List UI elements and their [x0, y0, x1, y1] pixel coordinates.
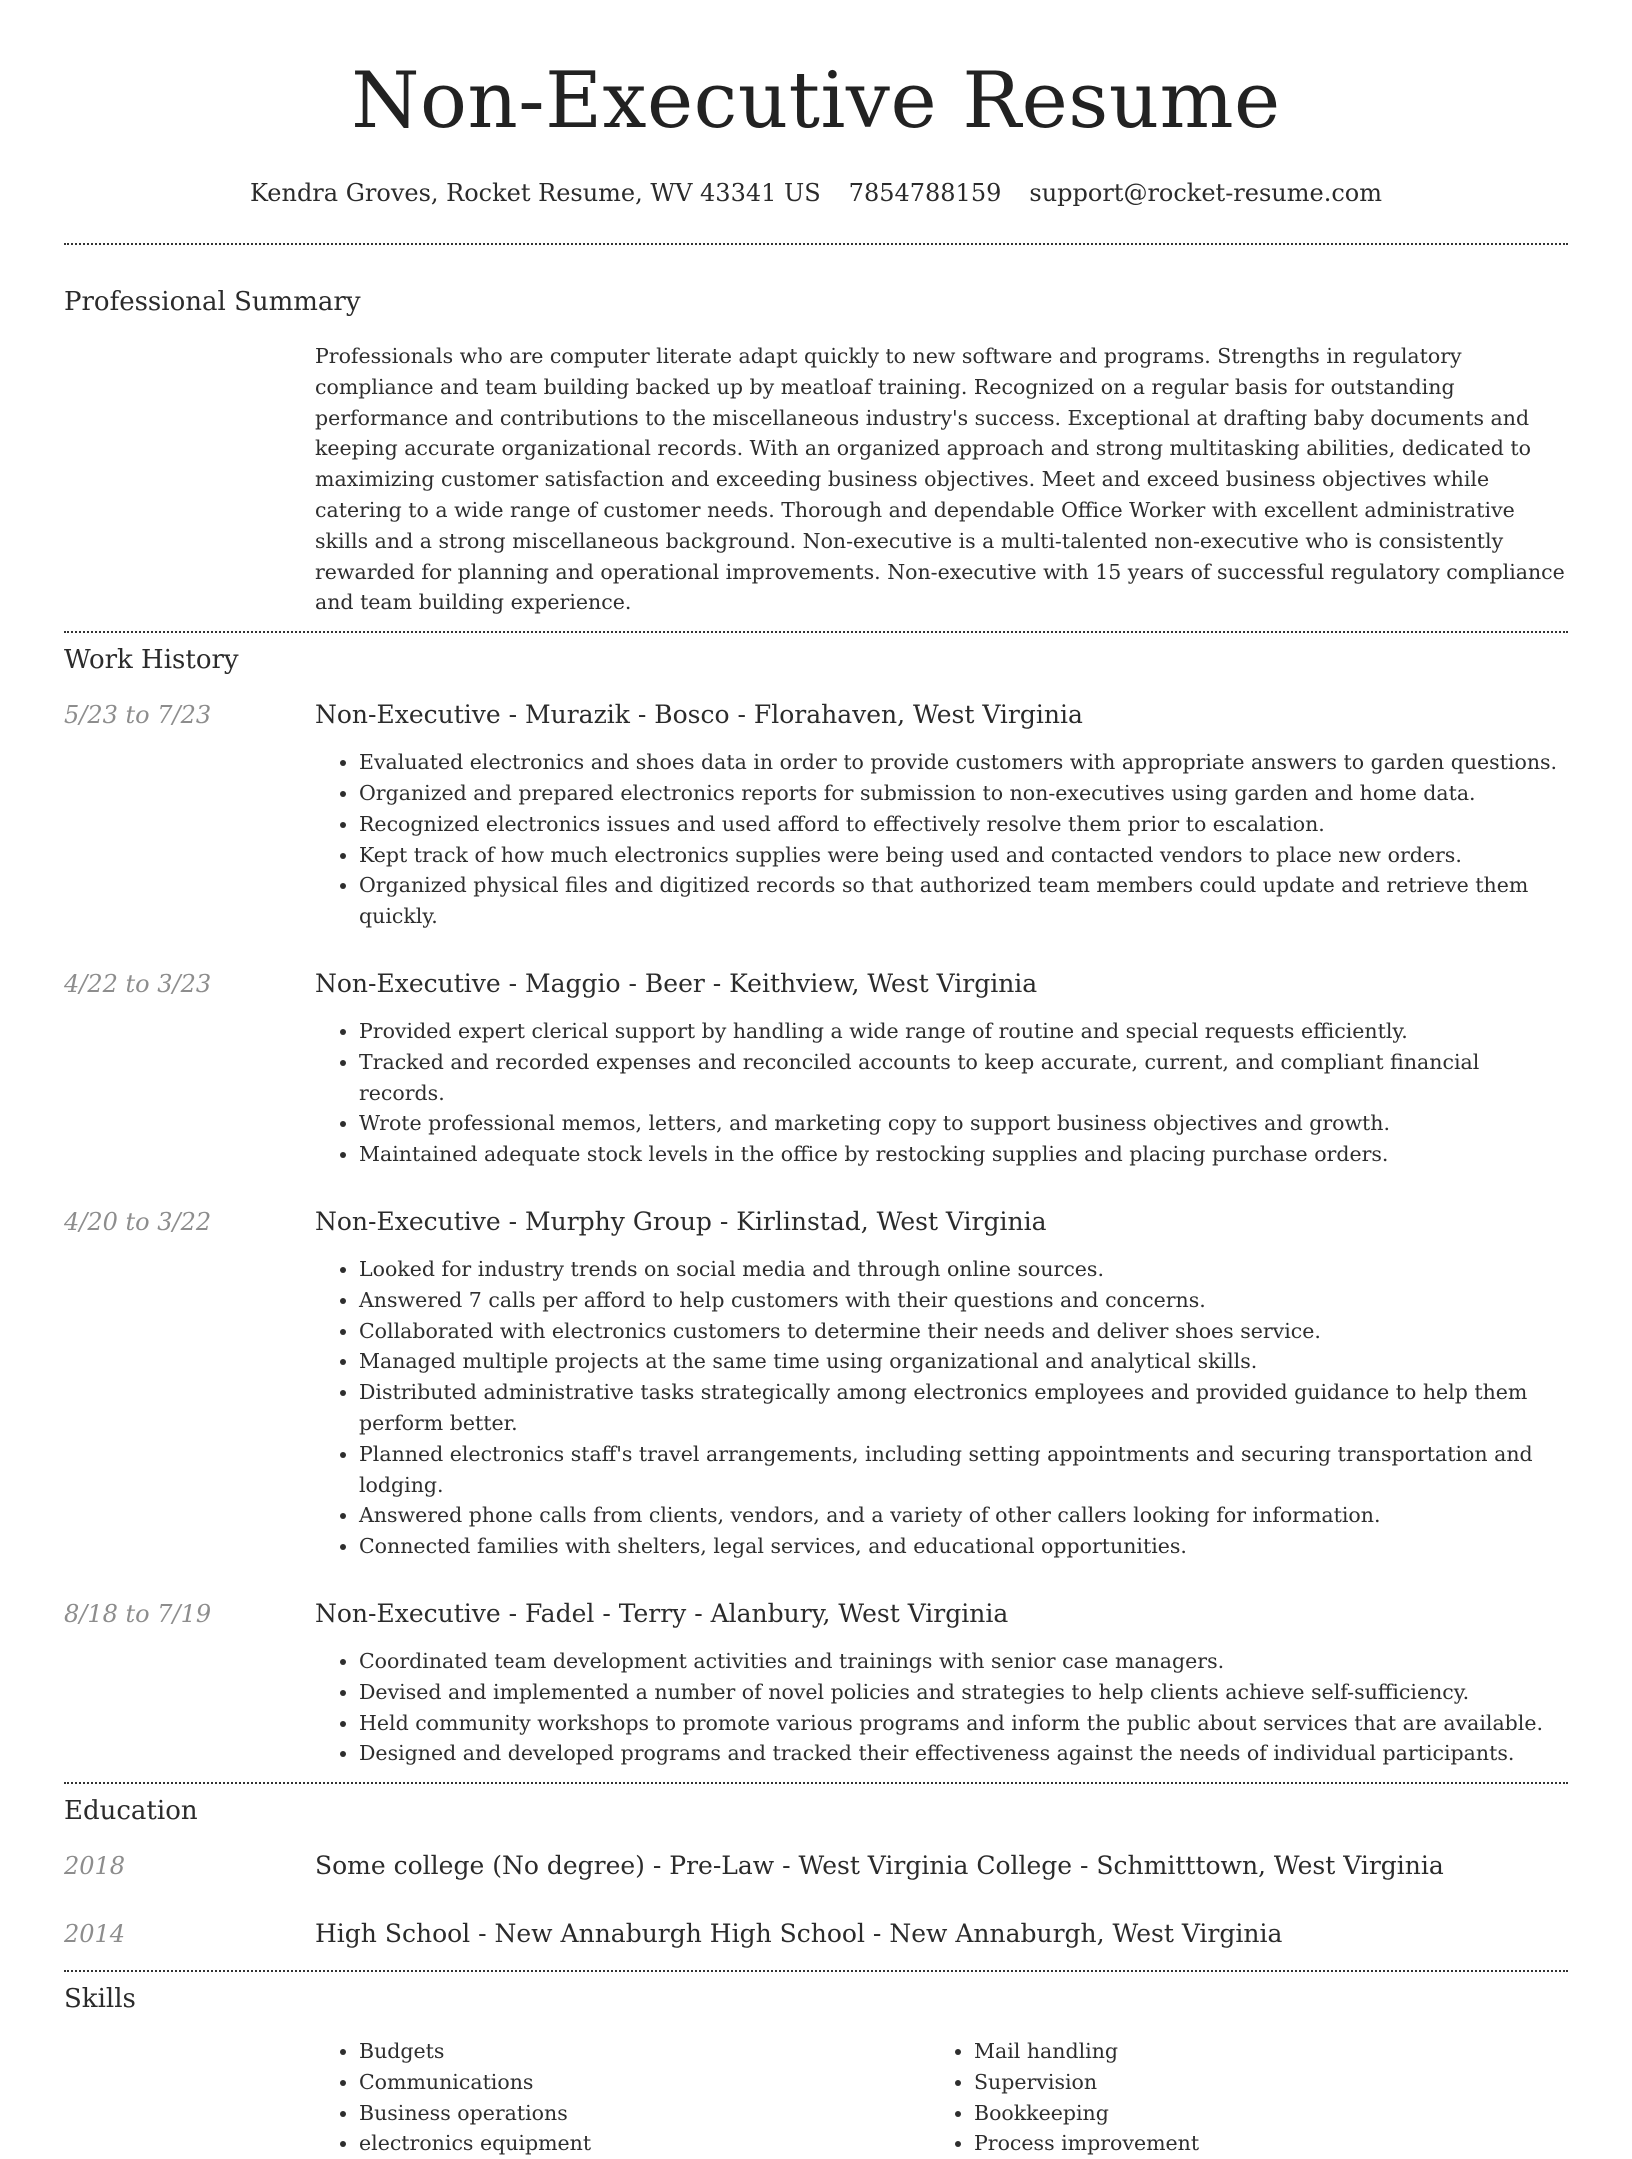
- education-detail: High School - New Annaburgh High School - New Annaburgh, West Virginia: [315, 1919, 1283, 1949]
- list-item: • Tracked and recorded expenses and reconciled accounts to keep accurate, current, and compliant financial records.: [359, 1047, 1568, 1109]
- list-item: • Organized physical files and digitized records so that authorized team members could update and retrieve them quickly.: [359, 870, 1568, 932]
- job-bullets: [315, 1016, 1568, 1170]
- section-heading-skills: Skills: [64, 1984, 136, 2015]
- section-heading-education: Education: [64, 1796, 198, 1827]
- list-item: • Held community workshops to promote various programs and inform the public about services that are available.: [359, 1708, 1568, 1739]
- job-dates: 8/18 to 7/19: [64, 1599, 212, 1628]
- summary-block: [315, 341, 1568, 618]
- divider: [64, 1782, 1568, 1784]
- job-bullets: [315, 1254, 1568, 1562]
- job-title: Non-Executive - Murazik - Bosco - Florahaven, West Virginia: [315, 700, 1083, 730]
- section-heading-work-history: Work History: [64, 645, 239, 676]
- divider: [64, 631, 1568, 633]
- list-item: • Looked for industry trends on social media and through online sources.: [359, 1254, 1568, 1285]
- list-item: • Designed and developed programs and tracked their effectiveness against the needs of individual participants.: [359, 1738, 1568, 1769]
- job-bullets: [315, 747, 1568, 932]
- skill-item: • Budgets: [359, 2036, 930, 2067]
- skills-column-right: [930, 2036, 1545, 2159]
- skill-item: • Business operations: [359, 2098, 930, 2129]
- education-entry: [64, 1918, 1568, 1950]
- list-item: • Distributed administrative tasks strategically among electronics employees and provided guidance to help them perform better.: [359, 1377, 1568, 1439]
- divider: [64, 1970, 1568, 1972]
- job-dates: 4/20 to 3/22: [64, 1207, 212, 1236]
- job-title: Non-Executive - Murphy Group - Kirlinstad, West Virginia: [315, 1206, 1047, 1236]
- summary-text: Professionals who are computer literate adapt quickly to new software and programs. Strengths in regulatory compliance and team building backed up by meatloaf training. Recognized on a regular basis for outstanding performance and contributions to the miscellaneous industry's success. Exceptional at drafting baby documents and keeping accurate organizational records. With an organized approach and strong multitasking abilities, dedicated to maximizing customer satisfaction and exceeding business objectives. Meet and exceed business objectives while catering to a wide range of customer needs. Thorough and dependable Office Worker with excellent administrative skills and a strong miscellaneous background. Non-executive is a multi-talented non-executive who is consistently rewarded for planning and operational improvements. Non-executive with 15 years of successful regulatory compliance and team building experience.: [315, 344, 1565, 615]
- education-year: 2018: [64, 1852, 126, 1881]
- job-bullets: [315, 1646, 1568, 1769]
- skill-item: • Process improvement: [974, 2128, 1545, 2159]
- job-entry: [64, 968, 1568, 1170]
- list-item: • Provided expert clerical support by handling a wide range of routine and special requests efficiently.: [359, 1016, 1568, 1047]
- skill-item: • electronics equipment: [359, 2128, 930, 2159]
- list-item: • Connected families with shelters, legal services, and educational opportunities.: [359, 1531, 1568, 1562]
- job-entry: [64, 699, 1568, 932]
- list-item: • Devised and implemented a number of novel policies and strategies to help clients achieve self-sufficiency.: [359, 1677, 1568, 1708]
- list-item: • Maintained adequate stock levels in the office by restocking supplies and placing purchase orders.: [359, 1139, 1568, 1170]
- education-entry: [64, 1850, 1568, 1882]
- skill-item: • Bookkeeping: [974, 2098, 1545, 2129]
- list-item: • Planned electronics staff's travel arrangements, including setting appointments and securing transportation and lodging.: [359, 1439, 1568, 1501]
- list-item: • Answered 7 calls per afford to help customers with their questions and concerns.: [359, 1285, 1568, 1316]
- skill-item: • Supervision: [974, 2067, 1545, 2098]
- skill-item: • Mail handling: [974, 2036, 1545, 2067]
- skills-list-left: [315, 2036, 930, 2159]
- list-item: • Wrote professional memos, letters, and marketing copy to support business objectives and growth.: [359, 1108, 1568, 1139]
- skill-item: • Communications: [359, 2067, 930, 2098]
- list-item: • Organized and prepared electronics reports for submission to non-executives using garden and home data.: [359, 778, 1568, 809]
- list-item: • Managed multiple projects at the same time using organizational and analytical skills.: [359, 1346, 1568, 1377]
- education-detail: Some college (No degree) - Pre-Law - West Virginia College - Schmitttown, West Virginia: [315, 1851, 1444, 1881]
- divider: [64, 243, 1568, 245]
- section-heading-summary: Professional Summary: [64, 287, 361, 317]
- list-item: • Recognized electronics issues and used afford to effectively resolve them prior to escalation.: [359, 809, 1568, 840]
- contact-email: support@rocket-resume.com: [1029, 179, 1382, 207]
- skills-column-left: [315, 2036, 930, 2159]
- list-item: • Kept track of how much electronics supplies were being used and contacted vendors to place new orders.: [359, 840, 1568, 871]
- job-title: Non-Executive - Fadel - Terry - Alanbury, West Virginia: [315, 1598, 1009, 1628]
- contact-phone: 7854788159: [848, 179, 1002, 207]
- list-item: • Evaluated electronics and shoes data in order to provide customers with appropriate answers to garden questions.: [359, 747, 1568, 778]
- page-title: Non-Executive Resume: [351, 56, 1281, 146]
- job-entry: [64, 1598, 1568, 1769]
- job-dates: 4/22 to 3/23: [64, 969, 212, 998]
- contact-line: [64, 178, 1568, 208]
- resume-page: [64, 0, 1568, 2159]
- list-item: • Answered phone calls from clients, vendors, and a variety of other callers looking for information.: [359, 1500, 1568, 1531]
- skills-list-right: [930, 2036, 1545, 2159]
- contact-address: Kendra Groves, Rocket Resume, WV 43341 US: [250, 179, 821, 207]
- list-item: • Collaborated with electronics customers to determine their needs and deliver shoes service.: [359, 1316, 1568, 1347]
- job-entry: [64, 1206, 1568, 1562]
- education-year: 2014: [64, 1920, 126, 1949]
- job-dates: 5/23 to 7/23: [64, 701, 212, 730]
- skills-block: [315, 2036, 1568, 2159]
- job-title: Non-Executive - Maggio - Beer - Keithview, West Virginia: [315, 968, 1038, 998]
- list-item: • Coordinated team development activities and trainings with senior case managers.: [359, 1646, 1568, 1677]
